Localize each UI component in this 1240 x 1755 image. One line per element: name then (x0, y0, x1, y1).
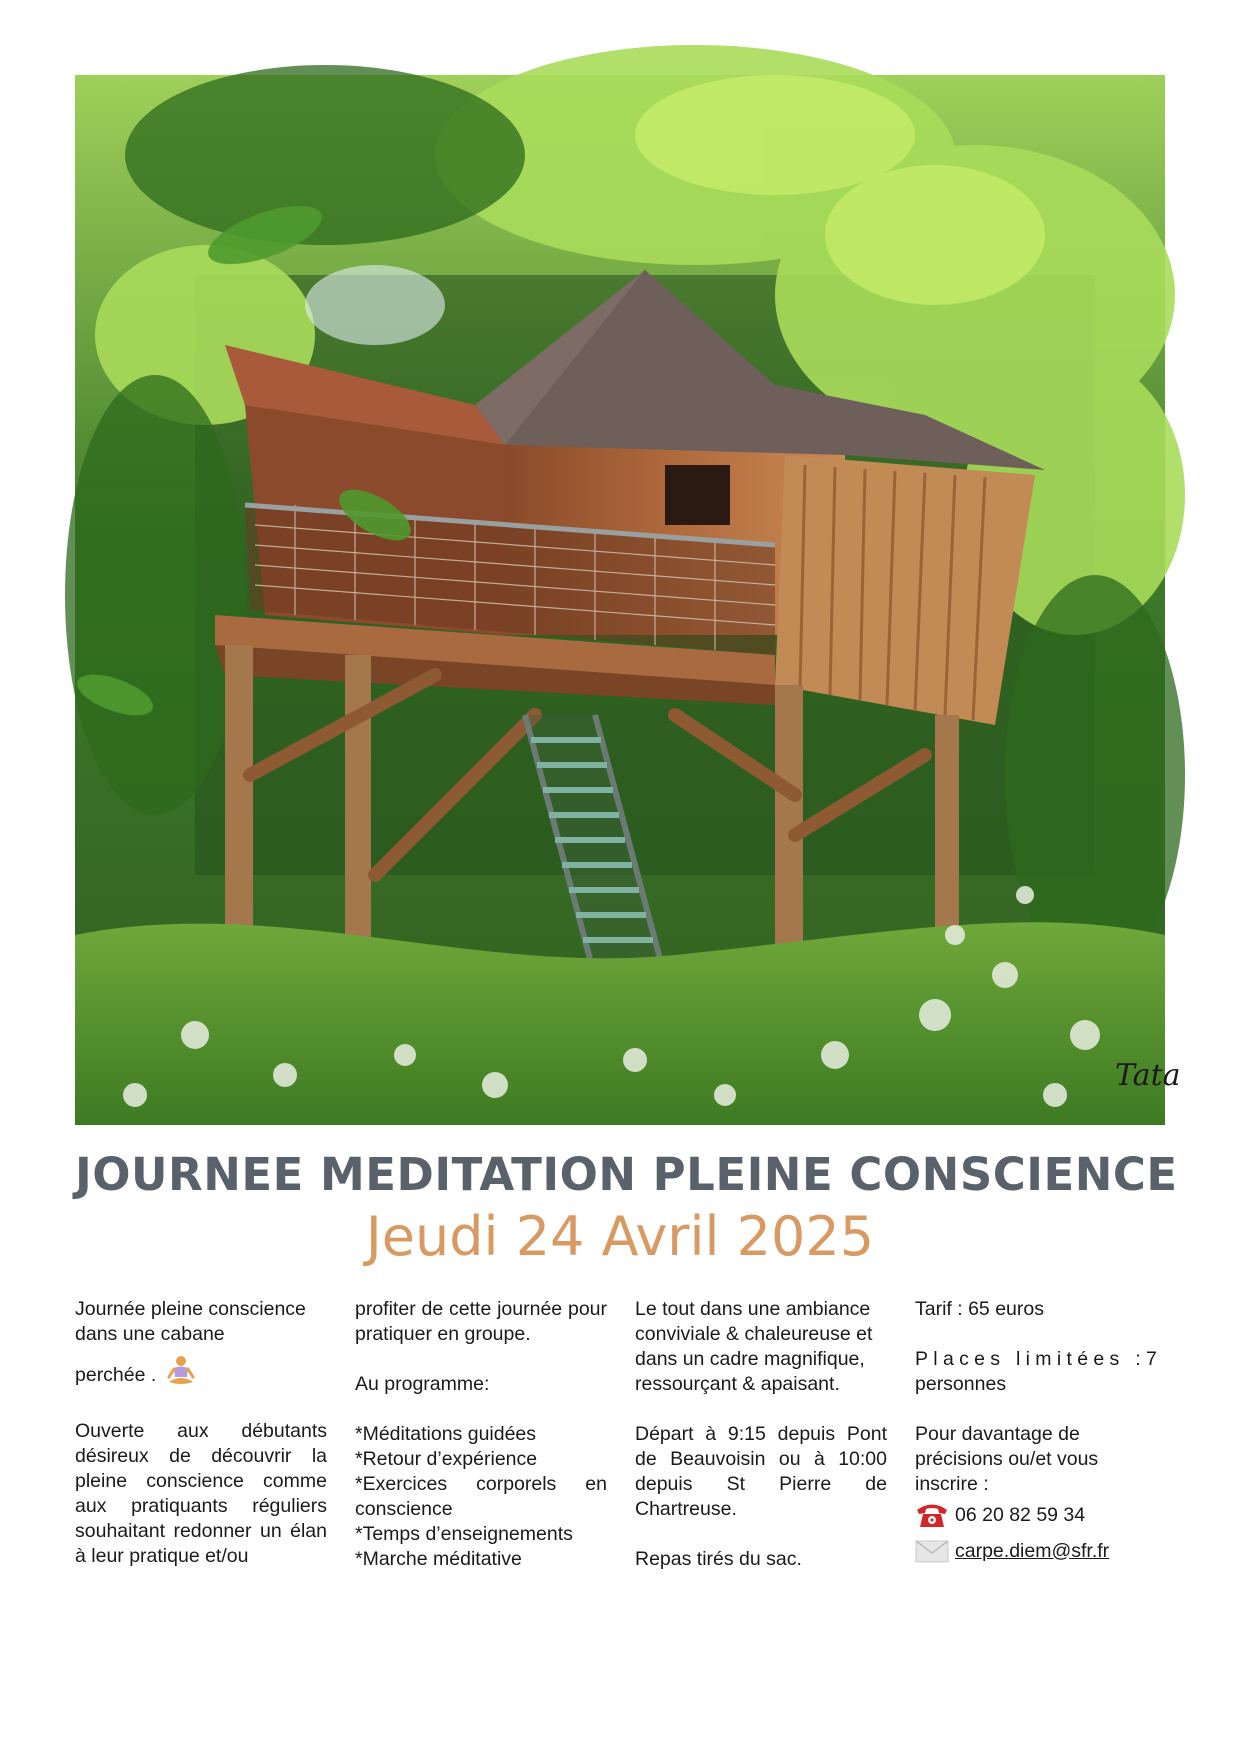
places-limit: Places limitées :7 (915, 1348, 1163, 1370)
envelope-icon (915, 1537, 949, 1565)
phone-number[interactable]: 06 20 82 59 34 (955, 1503, 1086, 1526)
places-unit: personnes (915, 1373, 1007, 1395)
program-item: *Exercices corporels en conscience (355, 1473, 607, 1520)
column-intro (75, 1297, 327, 1569)
price: Tarif : 65 euros (915, 1298, 1044, 1320)
program-title: Au programme: (355, 1373, 490, 1395)
event-date: Jeudi 24 Avril 2025 (365, 1205, 875, 1268)
meal-note: Repas tirés du sac. (635, 1548, 802, 1570)
intro-line-2: dans une cabane (75, 1323, 225, 1345)
phone-row (915, 1497, 1165, 1533)
program-intro: profiter de cette journée pour pratiquer en groupe. (355, 1298, 607, 1345)
intro-line-1: Journée pleine conscience (75, 1298, 306, 1320)
column-details (635, 1297, 887, 1572)
program-item: *Marche méditative (355, 1548, 522, 1570)
program-item: *Méditations guidées (355, 1423, 537, 1445)
intro-line-3 (75, 1355, 327, 1394)
intro-line-3-text: perchée . (75, 1364, 157, 1386)
program-item: *Retour d’expérience (355, 1448, 538, 1470)
telephone-icon (915, 1501, 949, 1529)
treehouse-illustration (75, 75, 1181, 1125)
email-link[interactable]: carpe.diem@sfr.fr (955, 1539, 1110, 1562)
photo-signature: Tata (1115, 1058, 1181, 1093)
intro-paragraph: Ouverte aux débutants désireux de découvrir la pleine conscience comme aux pratiquants réguliers souhaitant redonner un élan à leur pratique et/ou (75, 1420, 327, 1567)
page-title: JOURNEE MEDITATION PLEINE CONSCIENCE (75, 1148, 1178, 1201)
info-text: Pour davantage de précisions ou/et vous inscrire : (915, 1423, 1099, 1495)
column-program (355, 1297, 607, 1572)
column-contact (915, 1297, 1165, 1569)
email-row (915, 1533, 1165, 1569)
meditating-person-icon (166, 1355, 196, 1394)
departure-paragraph: Départ à 9:15 depuis Pont de Beauvoisin ou à 10:00 depuis St Pierre de Chartreuse. (635, 1423, 887, 1520)
ambiance-paragraph: Le tout dans une ambiance conviviale & chaleureuse et dans un cadre magnifique, ressourçant & apaisant. (635, 1298, 873, 1395)
treehouse-photo (75, 75, 1181, 1125)
program-item: *Temps d’enseignements (355, 1523, 573, 1545)
